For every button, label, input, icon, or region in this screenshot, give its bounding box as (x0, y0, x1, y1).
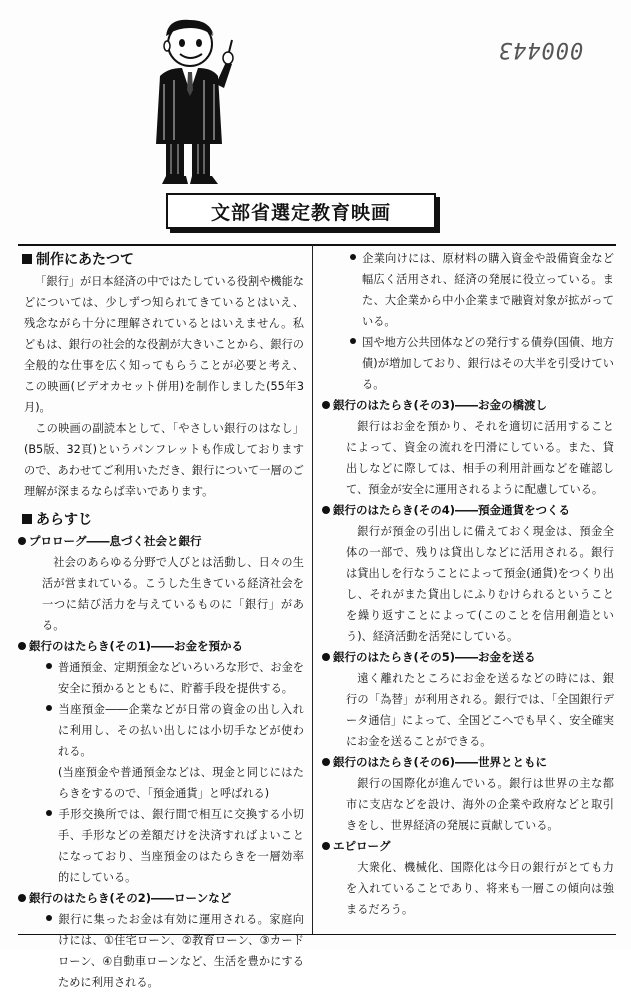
title-text: 文部省選定教育映画 (210, 201, 391, 224)
dot-bullet-icon (322, 758, 330, 766)
prologue-title-text: プロローグ――息づく社会と銀行 (29, 534, 202, 548)
part2-title (18, 888, 304, 909)
part3-body: 銀行はお金を預かり、それを適切に活用することによって、資金の流れを円滑にしている。また、貸出しなどに際しては、相手の利用計画などを確認して、預金が安全に運用されるように配慮している。 (346, 420, 614, 496)
left-column (18, 248, 304, 993)
part2-bullet-2 (362, 248, 614, 332)
part4-title-text: 銀行のはたらき(その4)――預金通貨をつくる (333, 503, 571, 517)
dot-bullet-icon (322, 401, 330, 409)
part1-bullet-1-text: 普通預金、定期預金などいろいろな形で、お金を安全に預かるとともに、貯蓄手段を提供する。 (58, 661, 304, 695)
part1-title-text: 銀行のはたらき(その1)――お金を預かる (29, 639, 244, 653)
bullet-icon (46, 705, 52, 711)
bullet-icon (350, 254, 356, 260)
dot-bullet-icon (322, 842, 330, 850)
part2-title-text: 銀行のはたらき(その2)――ローンなど (29, 891, 232, 905)
part6-title (322, 752, 614, 773)
part6-title-text: 銀行のはたらき(その6)――世界とともに (333, 755, 548, 769)
production-heading-text: 制作にあたつて (36, 252, 134, 268)
part1-bullet-3 (58, 804, 304, 888)
part2-bullet-1-text: 銀行に集ったお金は有効に運用される。家庭向けには、①住宅ローン、②教育ローン、③カードローン、④自動車ローンなど、生活を豊かにするために利用される。 (58, 913, 304, 989)
part1-note: (当座預金や普通預金などは、現金と同じにはたらきをするので、「預金通貨」と呼ばれる) (58, 766, 304, 800)
part4-body: 銀行が預金の引出しに備えておく現金は、預金全体の一部で、残りは貸出しなどに活用される。銀行は貸出しを行なうことによって預金(通貨)をつくり出し、それがまた貸出しにふりむけられるということを繰り返すことによって(このことを信用創造という)、経済活動を活発にしている。 (346, 525, 614, 643)
part1-bullet-3-text: 手形交換所では、銀行間で相互に交換する小切手、手形などの差額だけを決済すればよいことになっており、当座預金のはたらきを一層効率的にしている。 (58, 808, 304, 884)
part2-bullet-3 (362, 332, 614, 395)
part3-title (322, 395, 614, 416)
bullet-icon (46, 915, 52, 921)
part4-title (322, 500, 614, 521)
dot-bullet-icon (18, 642, 26, 650)
page-title (166, 193, 436, 229)
bullet-icon (46, 663, 52, 669)
part2-bullet-3-text: 国や地方公共団体などの発行する債券(国債、地方債)が増加しており、銀行はその大半を引受けている。 (362, 336, 614, 391)
square-bullet-icon (22, 254, 32, 264)
synopsis-heading-text: あらすじ (36, 512, 92, 528)
dot-bullet-icon (18, 537, 26, 545)
dot-bullet-icon (322, 506, 330, 514)
prologue-body: 社会のあらゆる分野で人びとは活動し、日々の生活が営まれている。こうした生きている経済社会を一つに結び活力を与えているものに「銀行」がある。 (42, 556, 304, 632)
bullet-icon (46, 810, 52, 816)
archive-number: 000443 (497, 37, 584, 62)
top-rule (18, 244, 616, 246)
part2-bullet-2-text: 企業向けには、原材料の購入資金や設備資金など幅広く活用され、経済の発展に役立っている。また、大企業から中小企業まで融資対象が拡がっている。 (362, 252, 614, 328)
synopsis-heading (18, 509, 304, 531)
dot-bullet-icon (322, 653, 330, 661)
banker-mascot-illustration (138, 14, 238, 190)
part5-body: 遠く離れたところにお金を送るなどの時には、銀行の「為替」が利用される。銀行では、「全国銀行データ通信」によって、全国どこへでも早く、安全確実にお金を送ることができる。 (346, 672, 614, 748)
right-column (322, 248, 614, 920)
square-bullet-icon (22, 514, 32, 524)
bullet-icon (350, 338, 356, 344)
part3-title-text: 銀行のはたらき(その3)――お金の橋渡し (333, 398, 548, 412)
part1-bullet-2-text: 当座預金――企業などが日常の資金の出し入れに利用し、その払い出しには小切手などが使われる。 (58, 703, 304, 758)
production-heading (18, 249, 304, 271)
part1-title (18, 636, 304, 657)
dot-bullet-icon (18, 894, 26, 902)
column-divider (312, 244, 313, 934)
part2-bullet-1 (58, 909, 304, 993)
part5-title-text: 銀行のはたらき(その5)――お金を送る (333, 650, 536, 664)
epilogue-body: 大衆化、機械化、国際化は今日の銀行がとても力を入れていることであり、将来も一層この傾向は強まるだろう。 (346, 861, 614, 916)
epilogue-title-text: エピローグ (333, 839, 391, 853)
part1-bullet-1 (58, 657, 304, 699)
prologue-title (18, 531, 304, 552)
production-paragraph-2: この映画の副読本として、「やさしい銀行のはなし」(B5版、32頁)というパンフレットも作成しておりますので、あわせてご利用いただき、銀行について一層のご理解が深まるならば幸いであります。 (24, 422, 304, 498)
part6-body: 銀行の国際化が進んでいる。銀行は世界の主な都市に支店などを設け、海外の企業や政府などと取引きをし、世界経済の発展に貢献している。 (346, 777, 614, 832)
part1-bullet-2 (58, 699, 304, 762)
part5-title (322, 647, 614, 668)
epilogue-title (322, 836, 614, 857)
production-paragraph-1: 「銀行」が日本経済の中ではたしている役割や機能などについては、少しずつ知られてきているとはいえ、残念ながら十分に理解されているとはいえません。私どもは、銀行の社会的な役割が大きいことから、銀行の全般的な仕事を広く知ってもらうことが必要と考え、この映画(ビデオカセット併用)を制作しました(55年3月)。 (24, 275, 304, 414)
